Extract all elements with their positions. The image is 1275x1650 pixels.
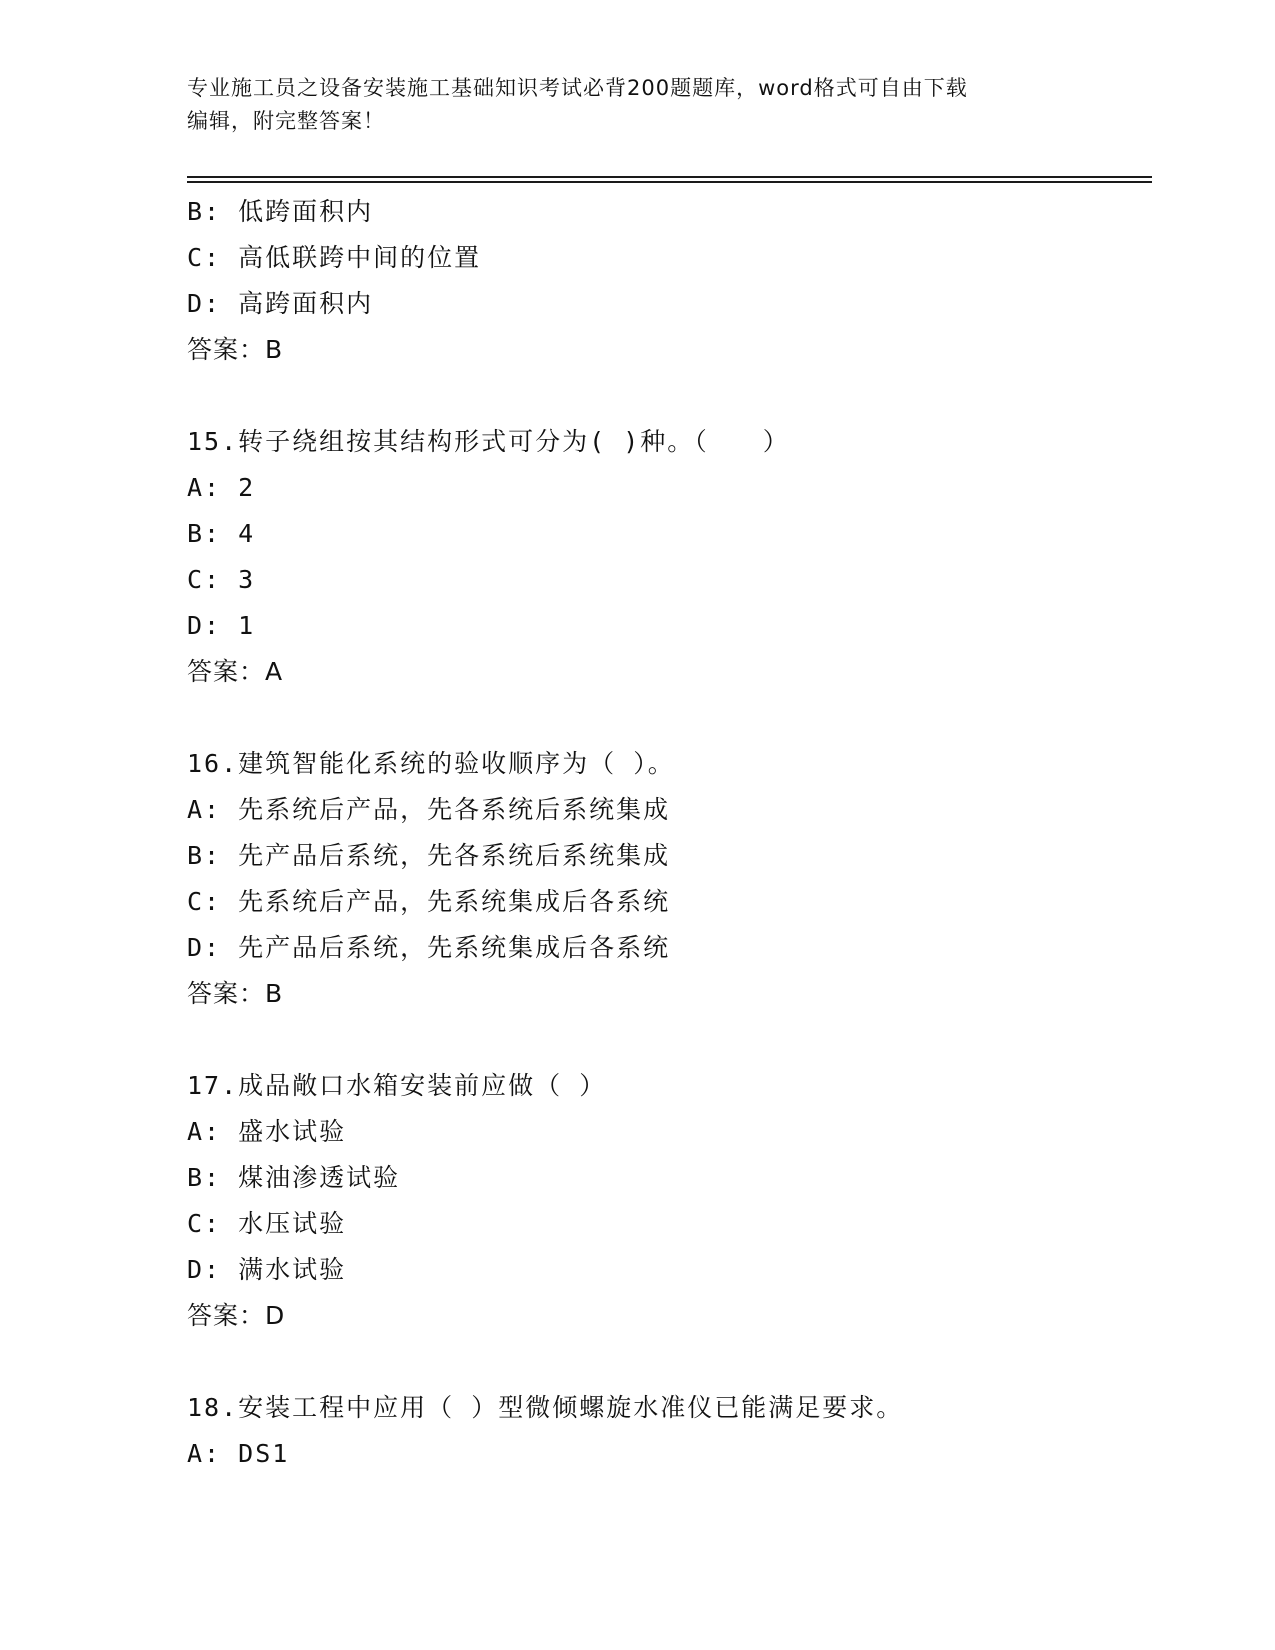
spacer [187, 373, 1147, 419]
option-a: A: DS1 [187, 1439, 290, 1468]
option-a: A: 先系统后产品，先各系统后系统集成 [187, 795, 671, 824]
answer-line: 答案：A [187, 657, 284, 686]
spacer [187, 695, 1147, 741]
question-block-18 [187, 1385, 1147, 1477]
option-c: C: 高低联跨中间的位置 [187, 243, 482, 272]
spacer [187, 1339, 1147, 1385]
question-stem: 18.安装工程中应用（ ）型微倾螺旋水准仪已能满足要求。 [187, 1393, 904, 1422]
option-b: B: 4 [187, 519, 256, 548]
option-a: A: 2 [187, 473, 256, 502]
option-c: C: 3 [187, 565, 256, 594]
document-header [187, 72, 1087, 138]
option-d: D: 1 [187, 611, 256, 640]
header-title-line-1: 专业施工员之设备安装施工基础知识考试必背200题题库，word格式可自由下载 [187, 76, 968, 100]
option-c: C: 先系统后产品，先系统集成后各系统 [187, 887, 671, 916]
question-block-14-continued [187, 189, 1147, 373]
option-d: D: 先产品后系统，先系统集成后各系统 [187, 933, 671, 962]
question-block-17 [187, 1063, 1147, 1339]
header-divider-bottom [187, 181, 1152, 183]
option-b: B: 煤油渗透试验 [187, 1163, 401, 1192]
question-stem: 15.转子绕组按其结构形式可分为( )种。（ ） [187, 427, 790, 456]
answer-line: 答案：B [187, 335, 284, 364]
answer-line: 答案：B [187, 979, 284, 1008]
spacer [187, 1017, 1147, 1063]
question-list [187, 189, 1147, 1477]
question-block-16 [187, 741, 1147, 1017]
option-d: D: 高跨面积内 [187, 289, 374, 318]
option-c: C: 水压试验 [187, 1209, 347, 1238]
option-d: D: 满水试验 [187, 1255, 347, 1284]
answer-line: 答案：D [187, 1301, 286, 1330]
option-a: A: 盛水试验 [187, 1117, 347, 1146]
question-block-15 [187, 419, 1147, 695]
question-stem: 16.建筑智能化系统的验收顺序为（ ）。 [187, 749, 675, 778]
header-divider-top [187, 176, 1152, 178]
header-title-line-2: 编辑，附完整答案！ [187, 109, 385, 133]
option-b: B: 先产品后系统，先各系统后系统集成 [187, 841, 671, 870]
option-b: B: 低跨面积内 [187, 197, 374, 226]
question-stem: 17.成品敞口水箱安装前应做（ ） [187, 1071, 607, 1100]
